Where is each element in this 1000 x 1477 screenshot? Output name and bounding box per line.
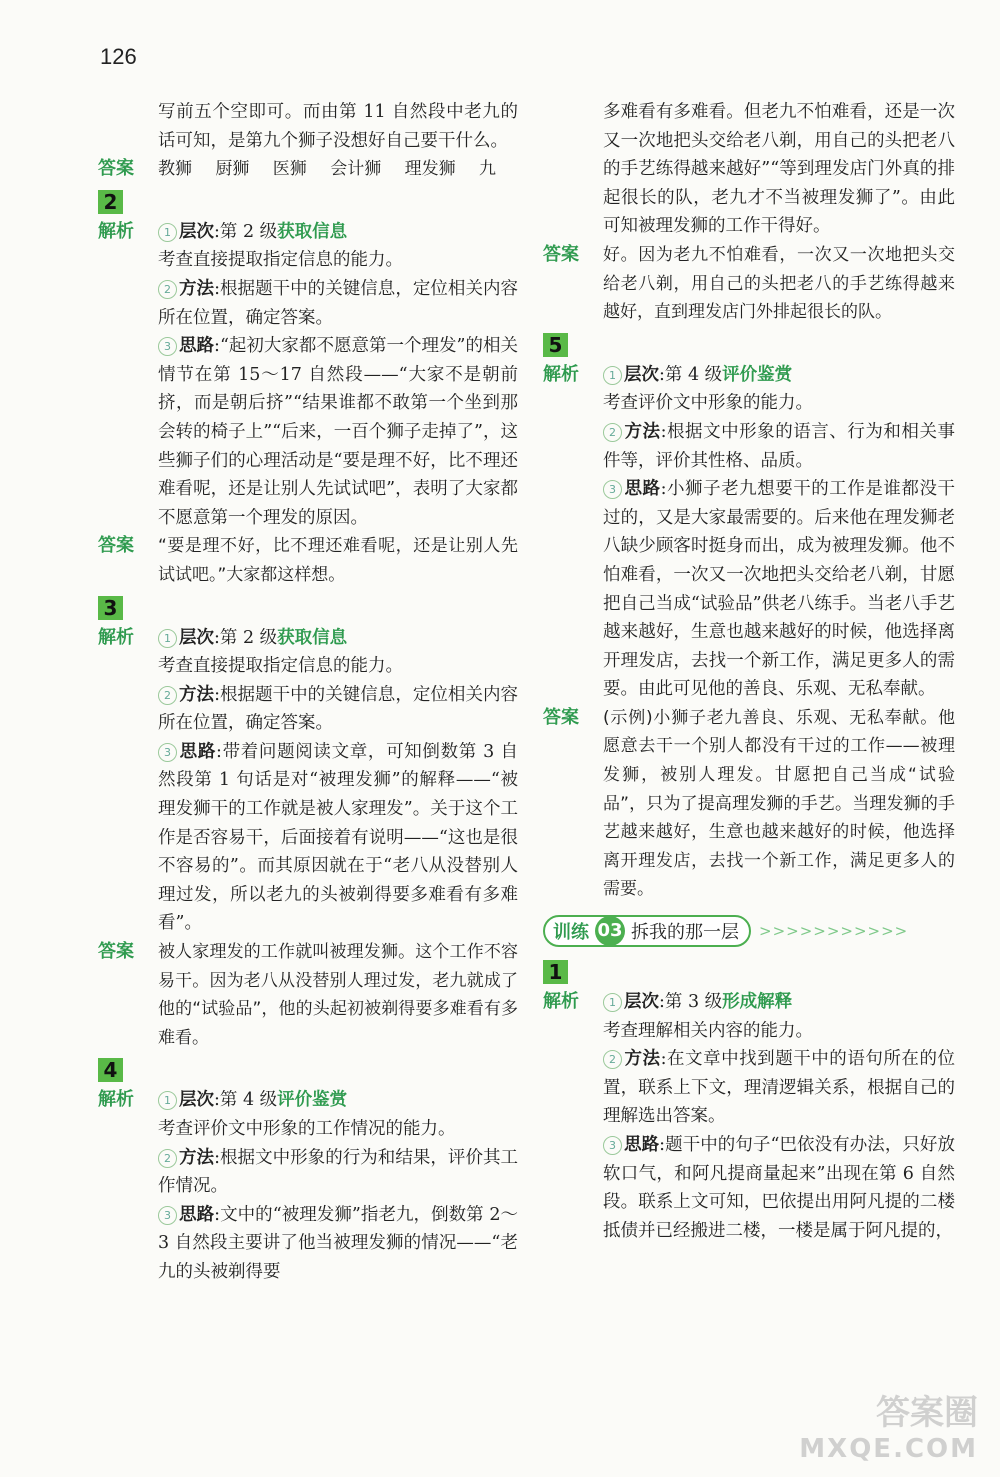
analysis-block — [543, 988, 955, 1245]
thinking-line: 3 思路:小狮子老九想要干的工作是谁都没干过的，又是大家最需要的。后来他在理发狮老八缺少顾客时挺身而出，成为被理发狮。他不怕难看，一次又一次地把头交给老八剃，甘愿把自己当成“试验品”供老八练手。当老八手艺越来越好，生意也越来越好的时候，他选择离开理发店，去找一个新工作，满足更多人的需要。由此可见他的善良、乐观、无私奉献。 — [603, 479, 955, 700]
method-line: 2 方法:在文章中找到题干中的语句所在的位置，联系上下文，理清逻辑关系，根据自己的理解选出答案。 — [603, 1049, 955, 1127]
analysis-block — [98, 624, 518, 939]
level-label: 层次 — [624, 364, 659, 385]
number-3-icon: 3 — [158, 337, 177, 356]
method-label: 方法 — [624, 1049, 661, 1070]
method-line: 2 方法:根据题干中的关键信息，定位相关内容所在位置，确定答案。 — [158, 278, 519, 328]
method-label: 方法 — [624, 421, 661, 442]
number-1-icon: 1 — [158, 1091, 177, 1110]
thinking-label: 思路 — [179, 336, 215, 357]
analysis-tag: 解析 — [98, 626, 134, 648]
thinking-label: 思路 — [179, 1204, 215, 1225]
method-label: 方法 — [179, 278, 215, 299]
level-prefix: 第 4 级 — [219, 1090, 278, 1111]
answer-block — [98, 938, 518, 1052]
answer-4-text: 好。因为老九不怕难看，一次又一次地把头交给老八剃，用自己的头把老八的手艺练得越来越好，直到理发店门外排起很长的队。 — [603, 244, 955, 323]
number-1-icon: 1 — [603, 993, 622, 1012]
watermark-line-1: 答案圈 — [876, 1393, 978, 1433]
number-1-icon: 1 — [603, 366, 622, 385]
level-name: 评价鉴赏 — [722, 364, 793, 385]
level-name: 获取信息 — [277, 627, 348, 648]
thinking-line: 3 思路:题干中的句子“巴依没有办法，只好放软口气，和阿凡提商量起来”出现在第 6 自然段。联系上文可知，巴依提出用阿凡提的二楼抵债并已经搬进二楼，一楼是属于阿凡提的， — [603, 1135, 955, 1241]
level-line: 1 层次:第 2 级获取信息 — [158, 218, 518, 247]
watermark-line-2: MXQE.COM — [799, 1434, 978, 1464]
answer-text: (示例)小狮子老九善良、乐观、无私奉献。他愿意去干一个别人都没有干过的工作——被理发狮，被别人理发。甘愿把自己当成“试验品”，只为了提高理发狮的手艺。当理发狮的手艺越来越好，生意也越来越好的时候，他选择离开理发店，去找一个新工作，满足更多人的需要。 — [603, 707, 955, 900]
analysis-tag: 解析 — [98, 220, 134, 242]
answer-tag: 答案 — [543, 706, 579, 728]
method-text: 在文章中找到题干中的语句所在的位置，联系上下文，理清逻辑关系，根据自己的理解选出答案。 — [603, 1049, 955, 1127]
number-1-icon: 1 — [158, 223, 177, 242]
continuation-text: 多难看有多难看。但老九不怕难看，还是一次又一次地把头交给老八剃，用自己的头把老八的手艺练得越来越好”“等到理发店门外真的排起很长的队，老九才不当被理发狮了”。由此可知被理发狮的工作干得好。 — [603, 102, 955, 237]
question-number: 3 — [98, 596, 123, 620]
analysis-block — [543, 361, 955, 704]
number-2-icon: 2 — [603, 423, 622, 442]
continuation-block — [543, 98, 955, 241]
site-watermark — [799, 1395, 978, 1467]
level-line: 1 层次:第 2 级获取信息 — [158, 624, 518, 653]
thinking-text: 文中的“被理发狮”指老九，倒数第 2～3 自然段主要讲了他当被理发狮的情况——“老九的头被剃得要 — [158, 1204, 518, 1282]
analysis-tag: 解析 — [543, 991, 579, 1013]
number-3-icon: 3 — [158, 1206, 177, 1225]
question-5 — [543, 327, 955, 904]
number-3-icon: 3 — [603, 1136, 622, 1155]
method-line: 2 方法:根据文中形象的行为和结果，评价其工作情况。 — [158, 1147, 519, 1197]
thinking-text: 题干中的句子“巴依没有办法，只好放软口气，和阿凡提商量起来”出现在第 6 自然段。联系上文可知，巴依提出用阿凡提的二楼抵债并已经搬进二楼，一楼是属于阿凡提的， — [603, 1135, 955, 1241]
thinking-label: 思路 — [624, 1135, 660, 1155]
answer-block — [543, 704, 955, 904]
thinking-label: 思路 — [624, 479, 661, 500]
left-column — [98, 98, 518, 1287]
answer-tag: 答案 — [98, 158, 134, 180]
question-1 — [543, 954, 955, 1245]
level-name: 获取信息 — [277, 221, 348, 242]
level-desc: 考查直接提取指定信息的能力。 — [158, 250, 403, 271]
method-label: 方法 — [179, 1147, 215, 1168]
question-4 — [98, 1052, 518, 1286]
level-label: 层次 — [179, 1090, 214, 1111]
answer-1-block — [98, 155, 518, 184]
level-line: 1 层次:第 4 级评价鉴赏 — [603, 361, 955, 390]
level-desc: 考查直接提取指定信息的能力。 — [158, 656, 403, 677]
answer-tag: 答案 — [543, 243, 579, 265]
level-line: 1 层次:第 4 级评价鉴赏 — [158, 1086, 518, 1115]
level-desc: 考查理解相关内容的能力。 — [603, 1020, 813, 1041]
arrows-decoration: >>>>>>>>>>> — [759, 922, 909, 941]
level-label: 层次 — [179, 627, 214, 648]
number-3-icon: 3 — [603, 480, 622, 499]
answer-1-text: 教狮 厨狮 医狮 会计狮 理发狮 九 — [158, 159, 497, 180]
training-title: 拆我的那一层 — [631, 922, 739, 944]
analysis-block — [98, 1086, 518, 1286]
level-name: 形成解释 — [722, 992, 793, 1013]
number-1-icon: 1 — [158, 629, 177, 648]
level-label: 层次 — [624, 992, 659, 1013]
question-number: 2 — [98, 190, 123, 214]
level-prefix: 第 3 级 — [664, 992, 723, 1013]
intro-block — [98, 98, 518, 155]
training-number: 03 — [595, 916, 625, 946]
analysis-tag: 解析 — [98, 1089, 134, 1111]
answer-4-block — [543, 241, 955, 327]
answer-block — [98, 532, 518, 589]
thinking-line: 3 思路:“起初大家都不愿意第一个理发”的相关情节在第 15～17 自然段——“大家不是朝前挤，而是朝后挤”“结果谁都不敢第一个坐到那会转的椅子上”“后来，一百个狮子走掉了”，这些狮子们的心理活动是“要是理不好，比不理还难看呢，还是让别人先试试吧”，表明了大家都不愿意第一个理发的原因。 — [158, 336, 518, 528]
method-label: 方法 — [179, 684, 215, 705]
question-number: 4 — [98, 1058, 123, 1082]
analysis-block — [98, 218, 518, 533]
method-text: 根据题干中的关键信息，定位相关内容所在位置，确定答案。 — [158, 278, 519, 328]
question-3 — [98, 590, 518, 1053]
level-desc: 考查评价文中形象的能力。 — [603, 393, 813, 414]
level-line: 1 层次:第 3 级形成解释 — [603, 988, 955, 1017]
level-prefix: 第 2 级 — [219, 221, 278, 242]
level-prefix: 第 4 级 — [664, 364, 723, 385]
training-label: 训练 — [553, 922, 589, 944]
method-line: 2 方法:根据文中形象的语言、行为和相关事件等，评价其性格、品质。 — [603, 421, 955, 471]
thinking-line: 3 思路:文中的“被理发狮”指老九，倒数第 2～3 自然段主要讲了他当被理发狮的情况——“老九的头被剃得要 — [158, 1204, 518, 1282]
method-text: 根据文中形象的语言、行为和相关事件等，评价其性格、品质。 — [603, 421, 955, 471]
thinking-label: 思路 — [179, 741, 216, 762]
answer-tag: 答案 — [98, 535, 134, 557]
answer-tag: 答案 — [98, 941, 134, 963]
method-text: 根据文中形象的行为和结果，评价其工作情况。 — [158, 1147, 519, 1197]
question-number: 1 — [543, 960, 568, 984]
intro-text: 写前五个空即可。而由第 11 自然段中老九的话可知，是第九个狮子没想好自己要干什么。 — [158, 102, 518, 151]
thinking-text: 小狮子老九想要干的工作是谁都没干过的，又是大家最需要的。后来他在理发狮老八缺少顾客时挺身而出，成为被理发狮。他不怕难看，一次又一次地把头交给老八剃，甘愿把自己当成“试验品”供老八练手。当老八手艺越来越好，生意也越来越好的时候，他选择离开理发店，去找一个新工作，满足更多人的需要。由此可见他的善良、乐观、无私奉献。 — [603, 479, 955, 700]
thinking-line: 3 思路:带着问题阅读文章，可知倒数第 3 自然段第 1 句话是对“被理发狮”的解释——“被理发狮干的工作就是被人家理发”。关于这个工作是否容易干，后面接着有说明——“这也是很不容易的”。而其原因就在于“老八从没替别人理过发，所以老九的头被剃得要多难看有多难看”。 — [158, 741, 518, 934]
page-number: 126 — [100, 44, 137, 69]
level-label: 层次 — [179, 221, 214, 242]
method-text: 根据题干中的关键信息，定位相关内容所在位置，确定答案。 — [158, 684, 519, 734]
question-number: 5 — [543, 333, 568, 357]
number-2-icon: 2 — [158, 686, 177, 705]
training-header — [543, 914, 955, 948]
question-2 — [98, 184, 518, 590]
level-prefix: 第 2 级 — [219, 627, 278, 648]
thinking-text: “起初大家都不愿意第一个理发”的相关情节在第 15～17 自然段——“大家不是朝前挤，而是朝后挤”“结果谁都不敢第一个坐到那会转的椅子上”“后来，一百个狮子走掉了”，这些狮子们的心理活动是“要是理不好，比不理还难看呢，还是让别人先试试吧”，表明了大家都不愿意第一个理发的原因。 — [158, 336, 518, 528]
method-line: 2 方法:根据题干中的关键信息，定位相关内容所在位置，确定答案。 — [158, 684, 519, 734]
answer-text: “要是理不好，比不理还难看呢，还是让别人先试试吧。”大家都这样想。 — [158, 536, 518, 585]
answer-text: 被人家理发的工作就叫被理发狮。这个工作不容易干。因为老八从没替别人理过发，老九就成了他的“试验品”，他的头起初被剃得要多难看有多难看。 — [158, 942, 518, 1048]
right-column — [543, 98, 955, 1245]
number-2-icon: 2 — [158, 1149, 177, 1168]
number-3-icon: 3 — [158, 743, 177, 762]
number-2-icon: 2 — [158, 280, 177, 299]
level-desc: 考查评价文中形象的工作情况的能力。 — [158, 1119, 456, 1139]
level-name: 评价鉴赏 — [277, 1090, 348, 1111]
number-2-icon: 2 — [603, 1050, 622, 1069]
training-badge — [543, 915, 751, 947]
thinking-text: 带着问题阅读文章，可知倒数第 3 自然段第 1 句话是对“被理发狮”的解释——“被理发狮干的工作就是被人家理发”。关于这个工作是否容易干，后面接着有说明——“这也是很不容易的”。而其原因就在于“老八从没替别人理过发，所以老九的头被剃得要多难看有多难看”。 — [158, 741, 518, 934]
analysis-tag: 解析 — [543, 363, 579, 385]
